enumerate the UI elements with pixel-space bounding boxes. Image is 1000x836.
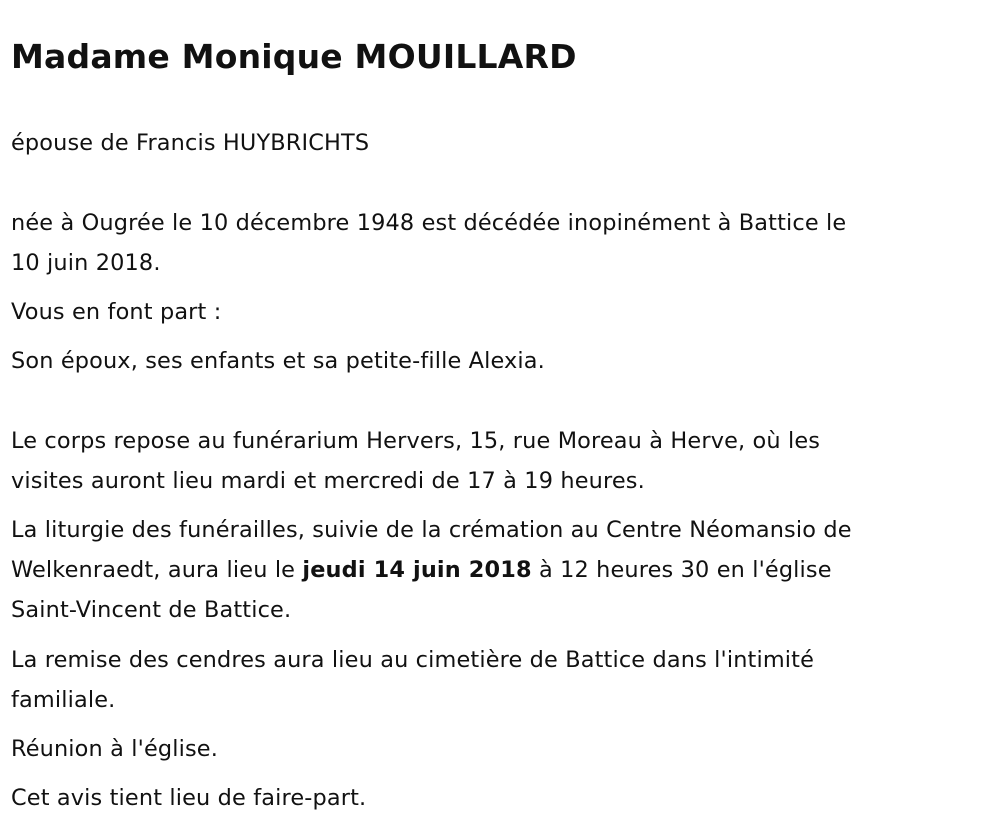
liturgy-line-1: La liturgie des funérailles, suivie de la crémation au Centre Néomansio de: [11, 517, 852, 543]
page-title: Madame Monique MOUILLARD: [11, 37, 577, 76]
meeting-line: Réunion à l'église.: [11, 736, 218, 762]
funeral-date: jeudi 14 juin 2018: [302, 557, 532, 583]
liturgy-line-2: [11, 551, 989, 591]
liturgy-line-3: Saint-Vincent de Battice.: [11, 597, 292, 623]
birth-death-line-1: née à Ougrée le 10 décembre 1948 est décédée inopinément à Battice le: [11, 210, 847, 236]
notice-line: Cet avis tient lieu de faire-part.: [11, 785, 367, 811]
spouse-line: épouse de Francis HUYBRICHTS: [11, 130, 370, 156]
announce-intro: Vous en font part :: [11, 299, 222, 325]
ashes-line-1: La remise des cendres aura lieu au cimetière de Battice dans l'intimité: [11, 647, 815, 673]
viewing-line-2: visites auront lieu mardi et mercredi de 17 à 19 heures.: [11, 468, 645, 494]
liturgy-line-2-start: Welkenraedt, aura lieu le: [11, 557, 303, 583]
liturgy-line-2-end: à 12 heures 30 en l'église: [531, 557, 832, 583]
birth-death-line-2: 10 juin 2018.: [11, 250, 161, 276]
family-line: Son époux, ses enfants et sa petite-fille Alexia.: [11, 348, 545, 374]
viewing-line-1: Le corps repose au funérarium Hervers, 15, rue Moreau à Herve, où les: [11, 428, 821, 454]
ashes-line-2: familiale.: [11, 687, 116, 713]
